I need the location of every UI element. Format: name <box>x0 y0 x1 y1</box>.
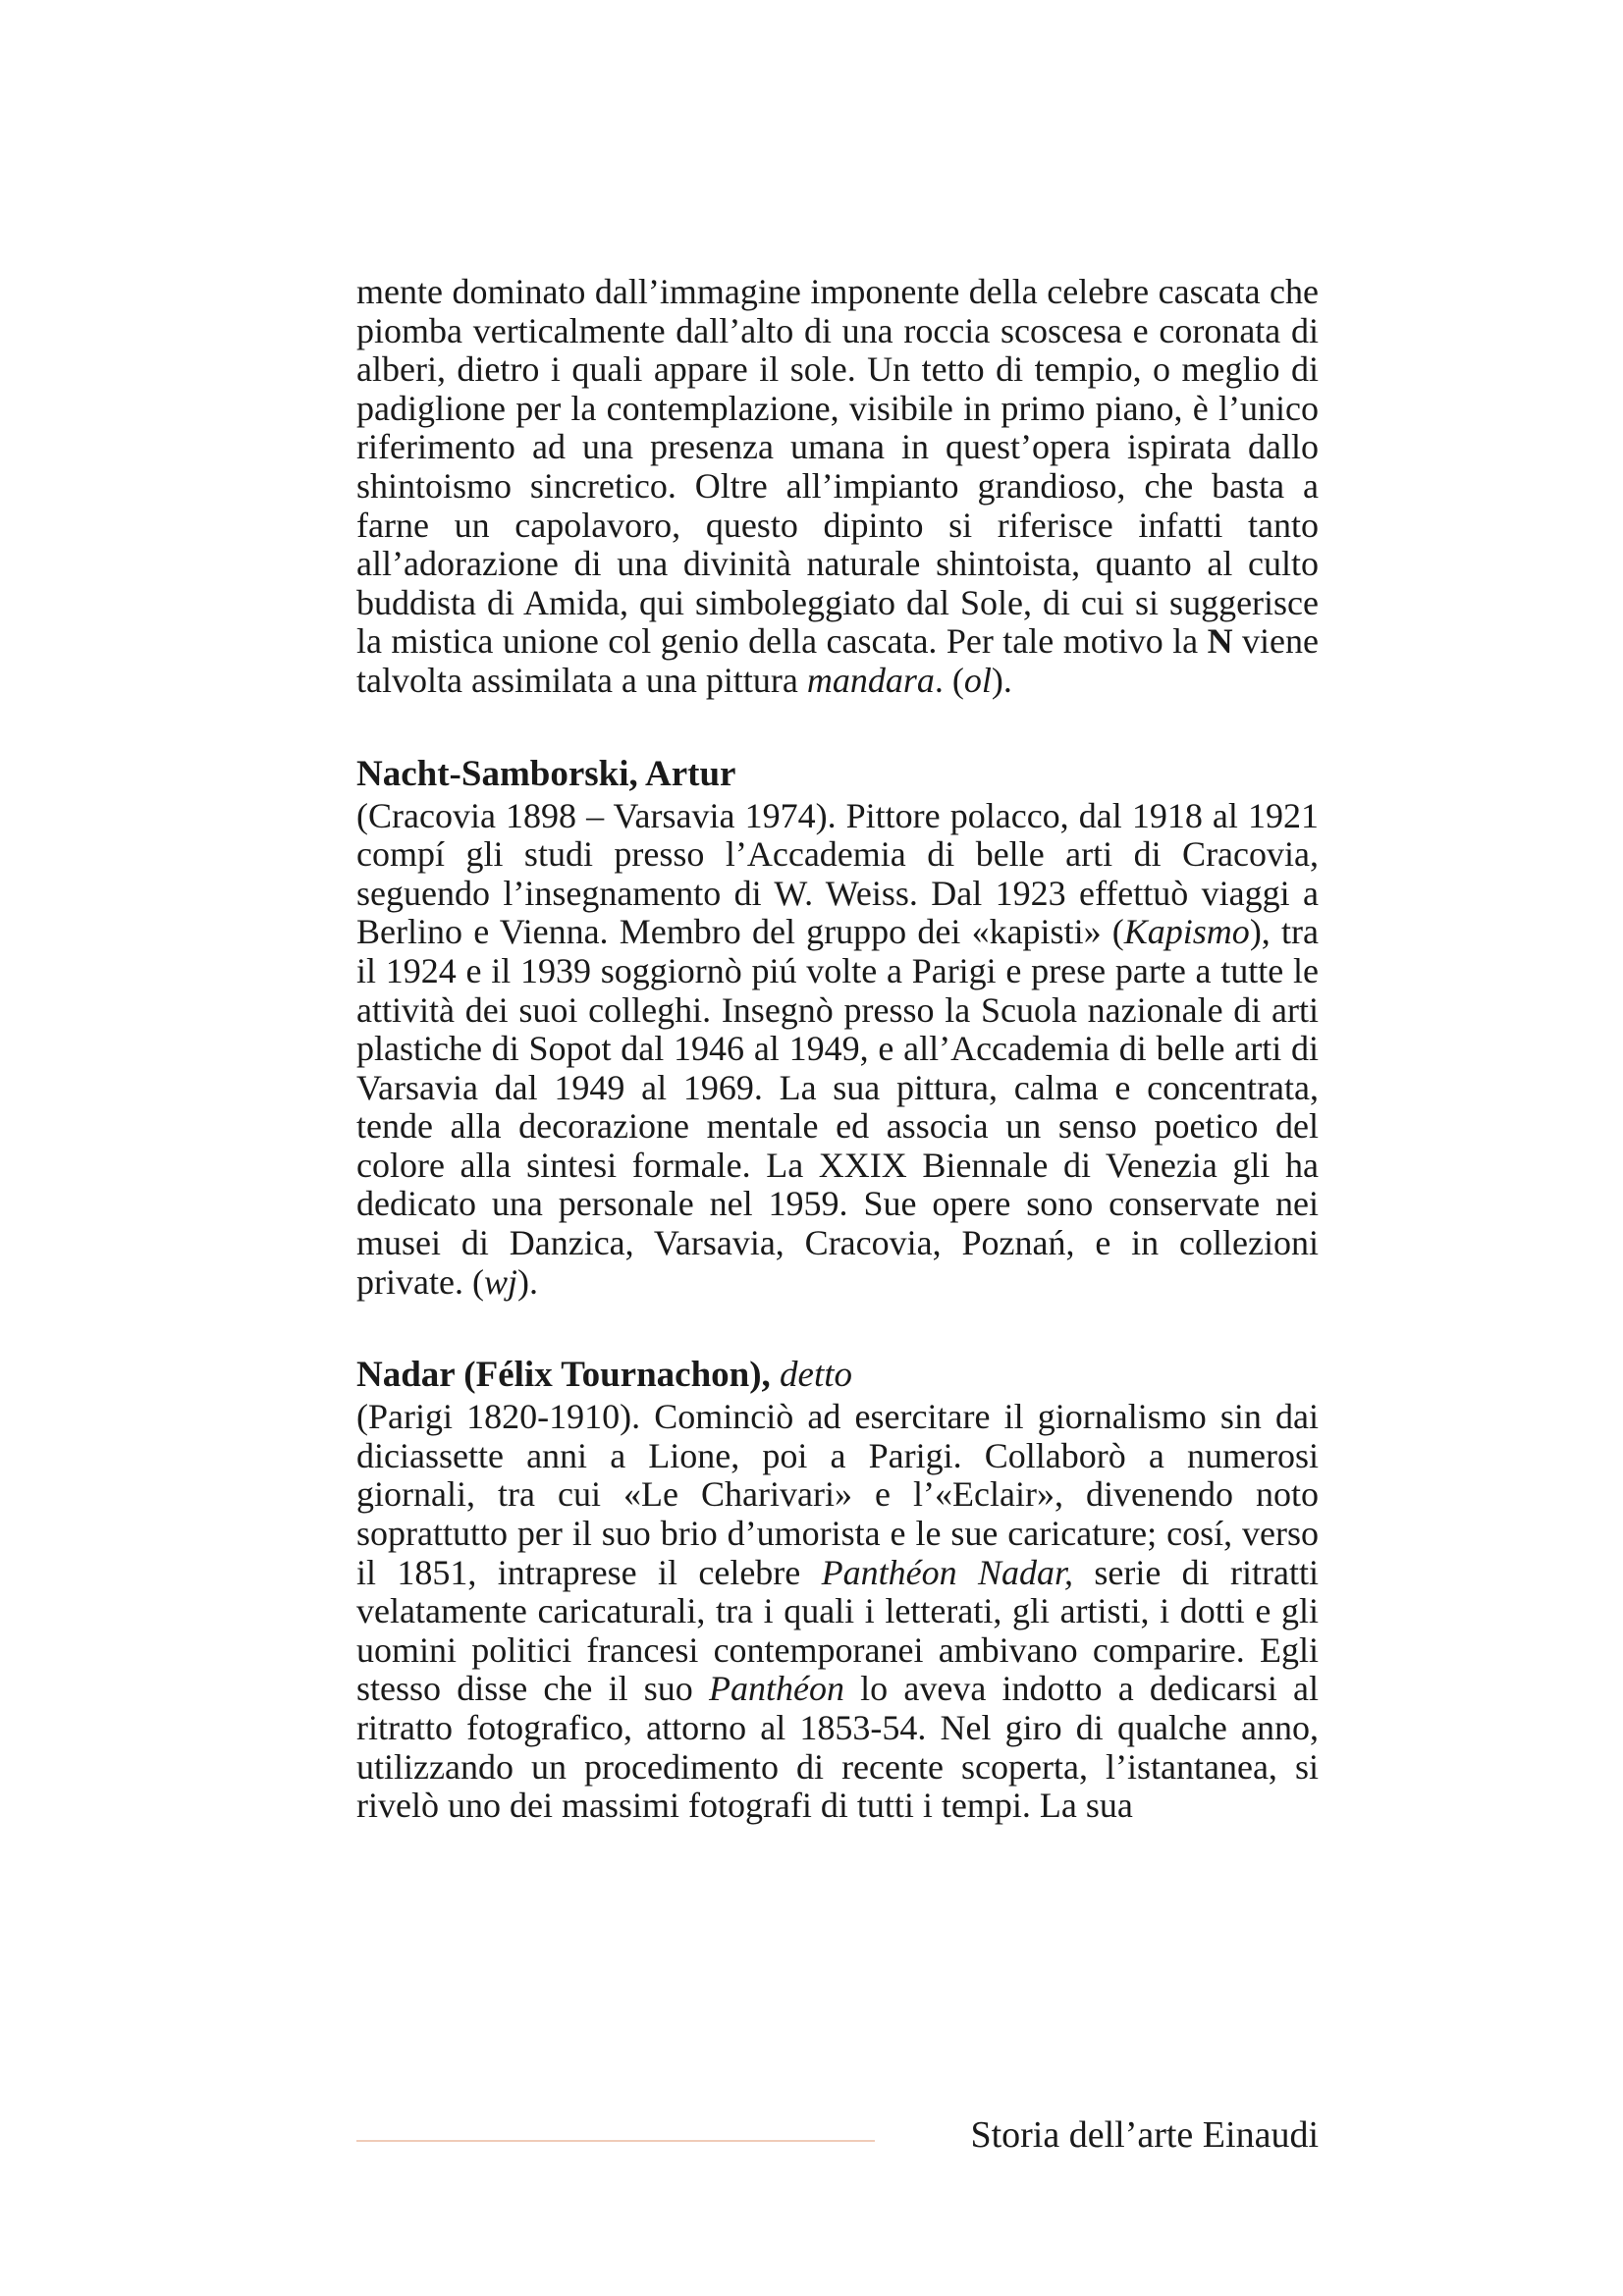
italic-term: mandara <box>806 660 935 700</box>
entry-body <box>356 797 1319 1303</box>
entry-text: lo aveva indotto a dedicarsi al ritratto fotografico, attorno al 1853-54. Nel giro di qualche anno, utilizzando un procedimento di recente scoperta, l’istantanea, si rivelò uno dei massimi fotografi di tutti i tempi. La sua <box>356 1669 1320 1826</box>
entry-nacht-samborski <box>356 752 1319 1303</box>
intro-closing: ). <box>991 660 1012 700</box>
intro-text: mente dominato dall’immagine imponente della celebre cascata che piomba verticalmente dall’alto di una roccia scoscesa e coronata di alberi, dietro i quali appare il sole. Un tetto di tempio, o meglio di padiglione per la contemplazione, visibile in primo piano, è l’unico riferimento ad una presenza umana in quest’opera ispirata dallo shintoismo sincretico. Oltre all’impianto grandioso, che basta a farne un capolavoro, questo dipinto si riferisce infatti tanto all’adorazione di una divinità naturale shintoista, quanto al culto buddista di Amida, qui simboleggiato dal Sole, di cui si suggerisce la mistica unione col genio della cascata. Per tale motivo la <box>356 272 1319 662</box>
work-title: Panthéon <box>708 1669 844 1709</box>
entry-text: (Parigi 1820-1910). Cominciò ad esercitare il giornalismo sin dai diciassette anni a Lione, poi a Parigi. Collaborò a numerosi giornali, tra cui «Le Charivari» e l’«Eclair», divenendo noto soprattutto per il suo brio d’umorista e le sue caricature; cosí, verso il 1851, intraprese il celebre <box>356 1397 1319 1592</box>
entry-text: (Cracovia 1898 – Varsavia 1974). Pittore polacco, dal 1918 al 1921 compí gli studi presso l’Accademia di belle arti di Cracovia, seguendo l’insegnamento di W. Weiss. Dal 1923 effettuò viaggi a Berlino e Vienna. Membro del gruppo dei «kapisti» ( <box>356 795 1319 952</box>
footer-rule <box>356 2140 875 2142</box>
entry-title <box>356 1353 1319 1398</box>
footer-title: Storia dell’arte Einaudi <box>970 2114 1319 2156</box>
entry-closing: ). <box>516 1261 538 1302</box>
work-title: Panthéon Nadar, <box>821 1552 1073 1592</box>
entry-title-italic: detto <box>780 1355 853 1396</box>
text-column <box>356 273 1319 1826</box>
entry-text: ), tra il 1924 e il 1939 soggiornò piú volte a Parigi e prese parte a tutte le attività dei suoi colleghi. Insegnò presso la Scuola nazionale di arti plastiche di Sopot dal 1946 al 1949, e all’Accademia di belle arti di Varsavia dal 1949 al 1969. La sua pittura, calma e concentrata, tende alla decorazione mentale ed associa un senso poetico del colore alla sintesi formale. La XXIX Biennale di Venezia gli ha dedicato una personale nel 1959. Sue opere sono conservate nei musei di Danzica, Varsavia, Cracovia, Poznań, e in collezioni private. ( <box>356 912 1319 1302</box>
intro-text-2: viene talvolta assimilata a una pittura <box>356 621 1320 700</box>
entry-initial: N <box>1207 621 1233 662</box>
author-initials: wj <box>483 1261 517 1302</box>
cross-reference: Kapismo <box>1123 912 1250 952</box>
entry-text: serie di ritratti velatamente caricaturali, tra i quali i letterati, gli artisti, i dotti e gli uomini politici francesi contemporanei ambivano comparire. Egli stesso disse che il suo <box>356 1552 1319 1709</box>
entry-title-main: Nadar (Félix Tournachon), <box>356 1355 771 1396</box>
entry-title: Nacht-Samborski, Artur <box>356 753 736 794</box>
entry-nadar <box>356 1353 1319 1826</box>
author-initials: ol <box>963 660 992 700</box>
page-footer <box>356 2110 1319 2160</box>
intro-closing-open: . ( <box>934 660 964 700</box>
intro-paragraph <box>356 273 1319 701</box>
entry-body <box>356 1398 1319 1826</box>
